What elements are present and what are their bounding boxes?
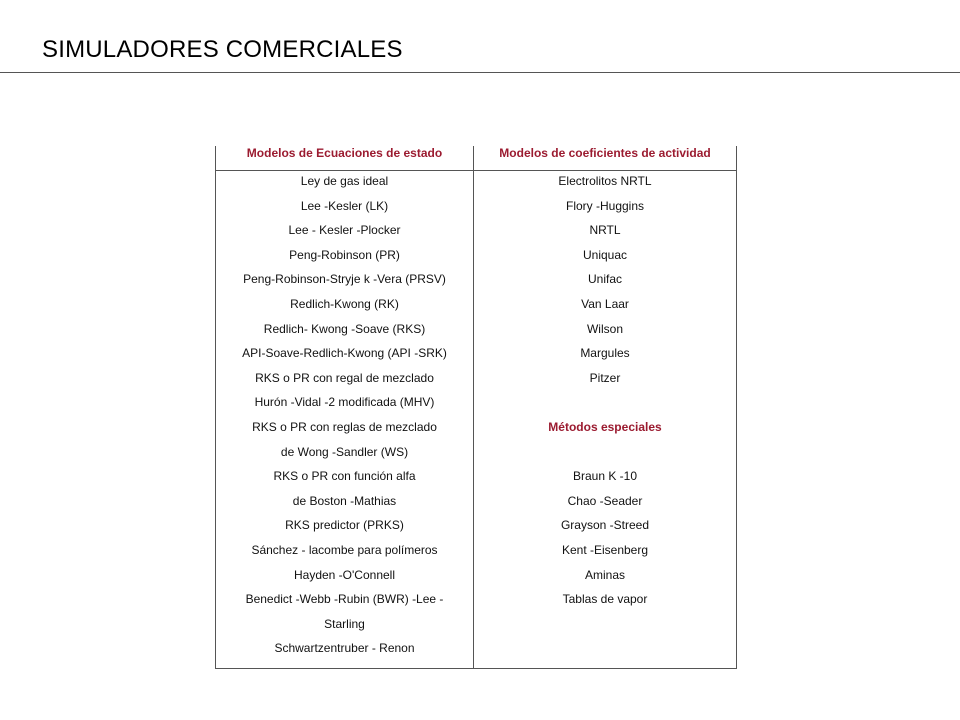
right-table-row: Wilson <box>586 321 623 336</box>
left-table-row: Starling <box>324 616 365 631</box>
right-rows <box>474 173 736 616</box>
left-table-row: Redlich-Kwong (RK) <box>290 296 399 311</box>
right-table-row: Flory -Huggins <box>565 198 645 213</box>
header-divider <box>216 170 736 171</box>
right-table-row: Métodos especiales <box>548 419 662 434</box>
left-table-row: Lee -Kesler (LK) <box>300 198 389 213</box>
left-table-row: API-Soave-Redlich-Kwong (API -SRK) <box>242 346 447 361</box>
right-table-row: Kent -Eisenberg <box>561 542 649 557</box>
left-rows <box>216 173 473 665</box>
right-table-row: Uniquac <box>582 247 628 262</box>
left-table-row: de Boston -Mathias <box>292 493 397 508</box>
left-table-row: RKS o PR con regal de mezclado <box>255 370 434 385</box>
right-table-row: Unifac <box>587 272 622 287</box>
left-table-row: Hurón -Vidal -2 modificada (MHV) <box>254 395 435 410</box>
left-column-header: Modelos de Ecuaciones de estado <box>246 146 443 160</box>
left-table-row: Peng-Robinson-Stryje k -Vera (PRSV) <box>243 272 446 287</box>
left-table-row: Ley de gas ideal <box>300 174 389 188</box>
right-table-row: Electrolitos NRTL <box>558 174 652 188</box>
left-table-row: Schwartzentruber - Renon <box>274 641 415 656</box>
left-table-row: RKS o PR con reglas de mezclado <box>252 419 437 434</box>
right-table-row <box>474 394 736 419</box>
left-table-row: RKS predictor (PRKS) <box>285 518 404 533</box>
right-table-row: Grayson -Streed <box>560 518 650 533</box>
right-table-row: Chao -Seader <box>567 493 643 508</box>
right-table-row: Margules <box>580 346 630 361</box>
left-table-row: Benedict -Webb -Rubin (BWR) -Lee - <box>245 592 444 607</box>
right-table-row: Tablas de vapor <box>562 592 648 607</box>
left-table-row: Sánchez - lacombe para polímeros <box>251 542 438 557</box>
title-divider <box>0 72 960 73</box>
left-table-row: Hayden -O'Connell <box>293 567 395 582</box>
right-table-row: Van Laar <box>581 296 629 311</box>
left-table-row: de Wong -Sandler (WS) <box>280 444 409 459</box>
right-table-row: Aminas <box>584 567 625 582</box>
right-table-row: Pitzer <box>589 370 621 385</box>
slide-title: SIMULADORES COMERCIALES <box>42 36 403 63</box>
models-table <box>215 146 737 669</box>
left-table-row: RKS o PR con función alfa <box>273 469 416 484</box>
right-table-row: Braun K -10 <box>572 469 638 484</box>
left-table-row: Peng-Robinson (PR) <box>289 247 400 262</box>
left-table-row: Redlich- Kwong -Soave (RKS) <box>263 321 426 336</box>
left-table-row: Lee - Kesler -Plocker <box>288 223 401 238</box>
right-table-row: NRTL <box>589 223 621 238</box>
right-column-header: Modelos de coeficientes de actividad <box>499 146 711 160</box>
right-table-row <box>474 444 736 469</box>
